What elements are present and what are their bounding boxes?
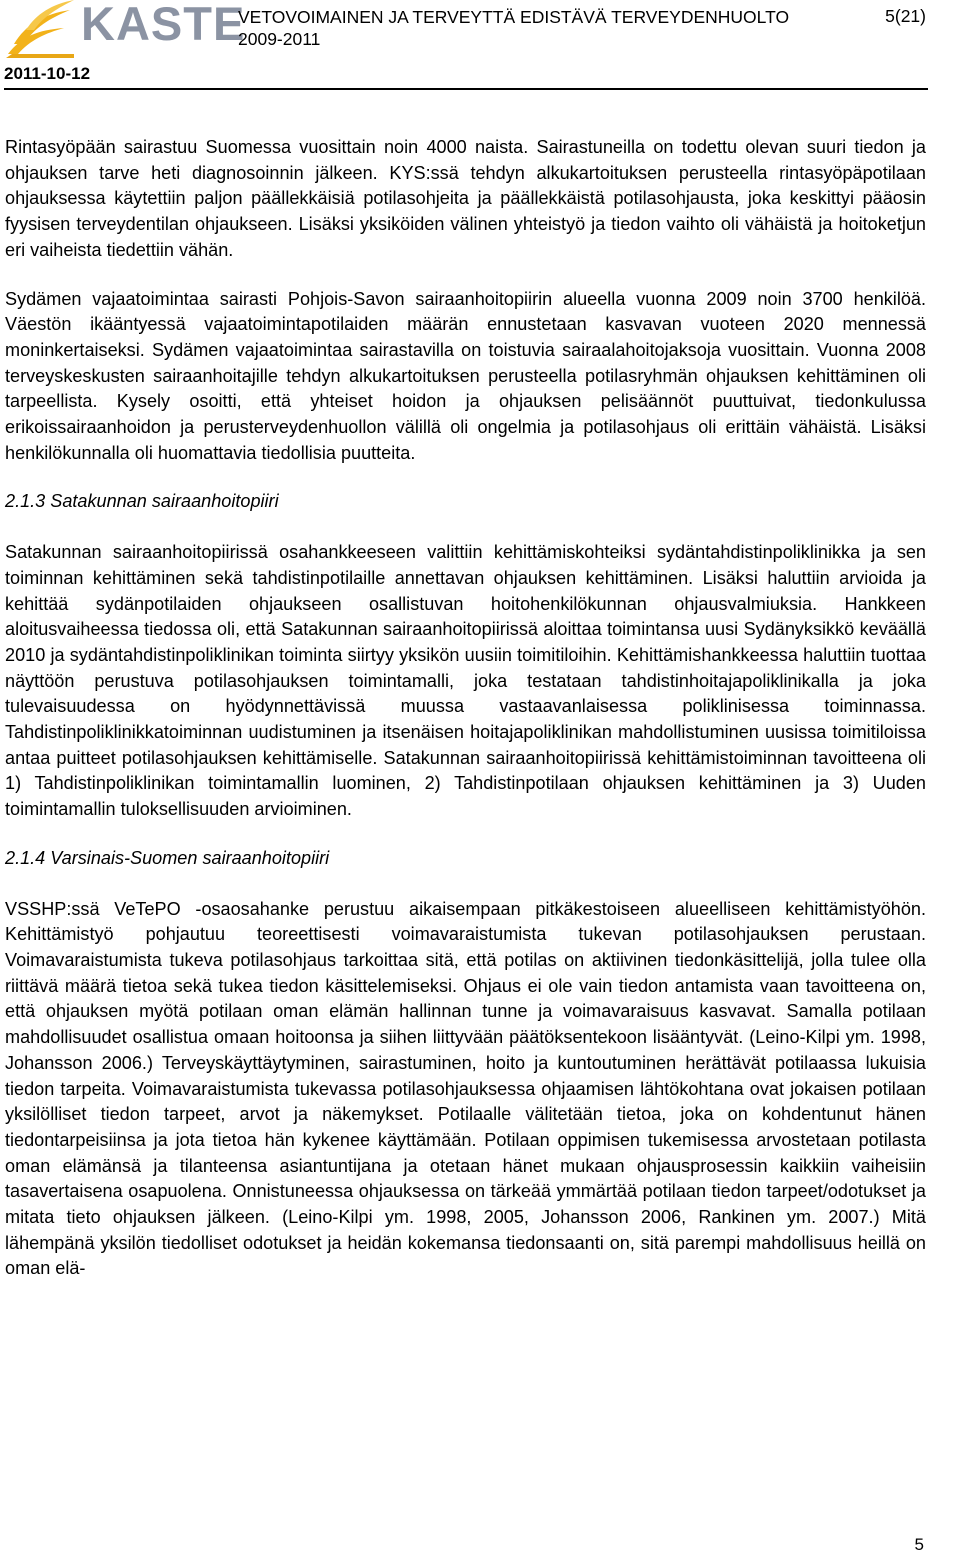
paragraph-rintasyopa: Rintasyöpään sairastuu Suomessa vuosittain noin 4000 naista. Sairastuneilla on todettu olevan suuri tiedon ja ohjauksen tarve heti diagnosoinnin jälkeen. KYS:ssä tehdyn alkukartoituksen perusteella rintasyöpäpotilaan ohjauksessa käytettiin paljon päällekkäisiä potilasohjeita ja päällekkäistä potilasohjausta, joka keskittyi pääosin fyysisen terveydentilan ohjaukseen. Lisäksi yksiköiden välinen yhteistyö ja tiedon vaihto oli vähäistä ja hoitoketjun eri vaiheista tiedettiin vähän. [5,137,926,260]
page-header [0,0,928,90]
paragraph-varsinais-suomi: VSSHP:ssä VeTePO -osaosahanke perustuu aikaisempaan pitkäkestoiseen alueelliseen kehittämistyöhön. Kehittämistyö pohjautuu teoreettisesti voimavaraistumista tukevan potilasohjauksen perustaan. Voimavaraistumista tukeva potilasohjaus tarkoittaa sitä, että potilas on aktiivinen tiedonkäsittelijä, jolla tulee olla riittävä määrä tietoa sekä tukea tiedon käsittelemiseksi. Ohjaus ei ole vain tiedon antamista vaan tavoitteena on, että ohjauksen myötä potilaan oman elämän hallinnan tunne ja voimavaraisuus kasvavat. Samalla potilaan mahdollisuudet osallistua omaan hoitoonsa ja siihen liittyvään päätöksentekoon lisääntyvät. (Leino-Kilpi ym. 1998, Johansson 2006.) Terveyskäyttäytyminen, sairastuminen, hoito ja kuntoutuminen herättävät potilaassa lukuisia tiedon tarpeita. Voimavaraistumista tukevassa potilasohjauksessa ohjaamisen lähtökohtana ovat jokaisen potilaan yksilölliset tiedon tarpeet, arvot ja näkemykset. Potilaalle välitetään tietoa, joka on kohdentunut hänen tiedontarpeisiinsa ja jota tietoa hän kykenee käyttämään. Potilaan oppimisen tukemisessa arvostetaan potilasta oman elämänsä ja tilanteensa asiantuntijana ja otetaan hänet mukaan ohjausprosessin kaikkiin vaiheisiin tasavertaisena osapuolena. Onnistuneessa ohjauksessa on tärkeää ymmärtää potilaan tiedon tarpeet/odotukset ja mitata tieto ohjauksen jälkeen. (Leino-Kilpi ym. 1998, 2005, Johansson 2006, Rankinen ym. 2007.) Mitä lähempänä yksilön tiedolliset odotukset ja heidän kokemansa tiedonsaanti on, sitä parempi mahdollisuus heillä on oman elä- [5,898,926,1279]
title-line-1: VETOVOIMAINEN JA TERVEYTTÄ EDISTÄVÄ TERVEYDENHUOLTO [238,7,790,27]
kaste-logo [4,0,246,58]
logo-text: KASTE [81,0,246,50]
header-divider [4,88,928,90]
document-date: 2011-10-12 [4,64,91,83]
footer-page-number: 5 [914,1535,924,1554]
section-heading-satakunta: 2.1.3 Satakunnan sairaanhoitopiiri [5,491,279,512]
document-title [238,6,789,50]
paragraph-sydamen-vajaatoiminta: Sydämen vajaatoimintaa sairasti Pohjois-Savon sairaanhoitopiirin alueella vuonna 2009 noin 3700 henkilöä. Väestön ikääntyessä vajaatoimintapotilaiden määrän ennustetaan kasvavan vuoteen 2020 mennessä moninkertaiseksi. Sydämen vajaatoimintaa sairastavilla on toistuvia sairaalahoitojaksoja vuosittain. Vuonna 2008 terveyskeskusten sairaanhoitajille tehdyn alkukartoituksen perusteella potilasryhmän ohjauksen kehittäminen oli tarpeellista. Kysely osoitti, että yhteiset hoidon ja ohjauksen pelisäännöt puuttuivat, tiedonkulussa erikoissairaanhoidon ja perusterveydenhuollon välillä oli ongelmia ja potilasohjaus oli erittäin vähäistä. Lisäksi henkilökunnalla oli huomattavia tiedollisia puutteita. [5,288,926,463]
paragraph-satakunta: Satakunnan sairaanhoitopiirissä osahankkeeseen valittiin kehittämiskohteiksi sydäntahdistinpoliklinikka ja sen toiminnan kehittäminen sekä tahdistinpotilaille annettavan ohjauksen kehittäminen. Lisäksi haluttiin arvioida ja kehittää sydänpotilaiden ohjaukseen osallistuvan hoitohenkilökunnan ohjausvalmiuksia. Hankkeen aloitusvaiheessa tiedossa oli, että Satakunnan sairaanhoitopiirissä aloittaa toimintansa uusi Sydänyksikkö keväällä 2010 ja sydäntahdistinpoliklinikan toiminta siirtyy yksikön uusiin toimitiloihin. Kehittämishankkeessa haluttiin tuottaa näyttöön perustuva potilasohjauksen toimintamalli, joka testataan tahdistinhoitajapoliklinikalla ja joka tulevaisuudessa on hyödynnettävissä muussa vastaavanlaisessa poliklinisessa toiminnassa. Tahdistinpoliklinikkatoiminnan uudistuminen ja itsenäisen hoitajapoliklinikan mahdollistuminen uusissa toimitiloissa antaa puitteet potilasohjauksen kehittämiselle. Satakunnan sairaanhoitopiirissä kehittämistoiminnan tavoitteena oli 1) Tahdistinpoliklinikan toimintamallin luominen, 2) Tahdistinpotilaan ohjauksen kehittäminen ja 3) Uuden toimintamallin tuloksellisuuden arvioiminen. [5,542,926,820]
page-indicator: 5(21) [885,6,926,26]
section-heading-varsinais-suomi: 2.1.4 Varsinais-Suomen sairaanhoitopiiri [5,847,330,868]
title-line-2: 2009-2011 [238,29,321,49]
document-body [5,135,926,1305]
